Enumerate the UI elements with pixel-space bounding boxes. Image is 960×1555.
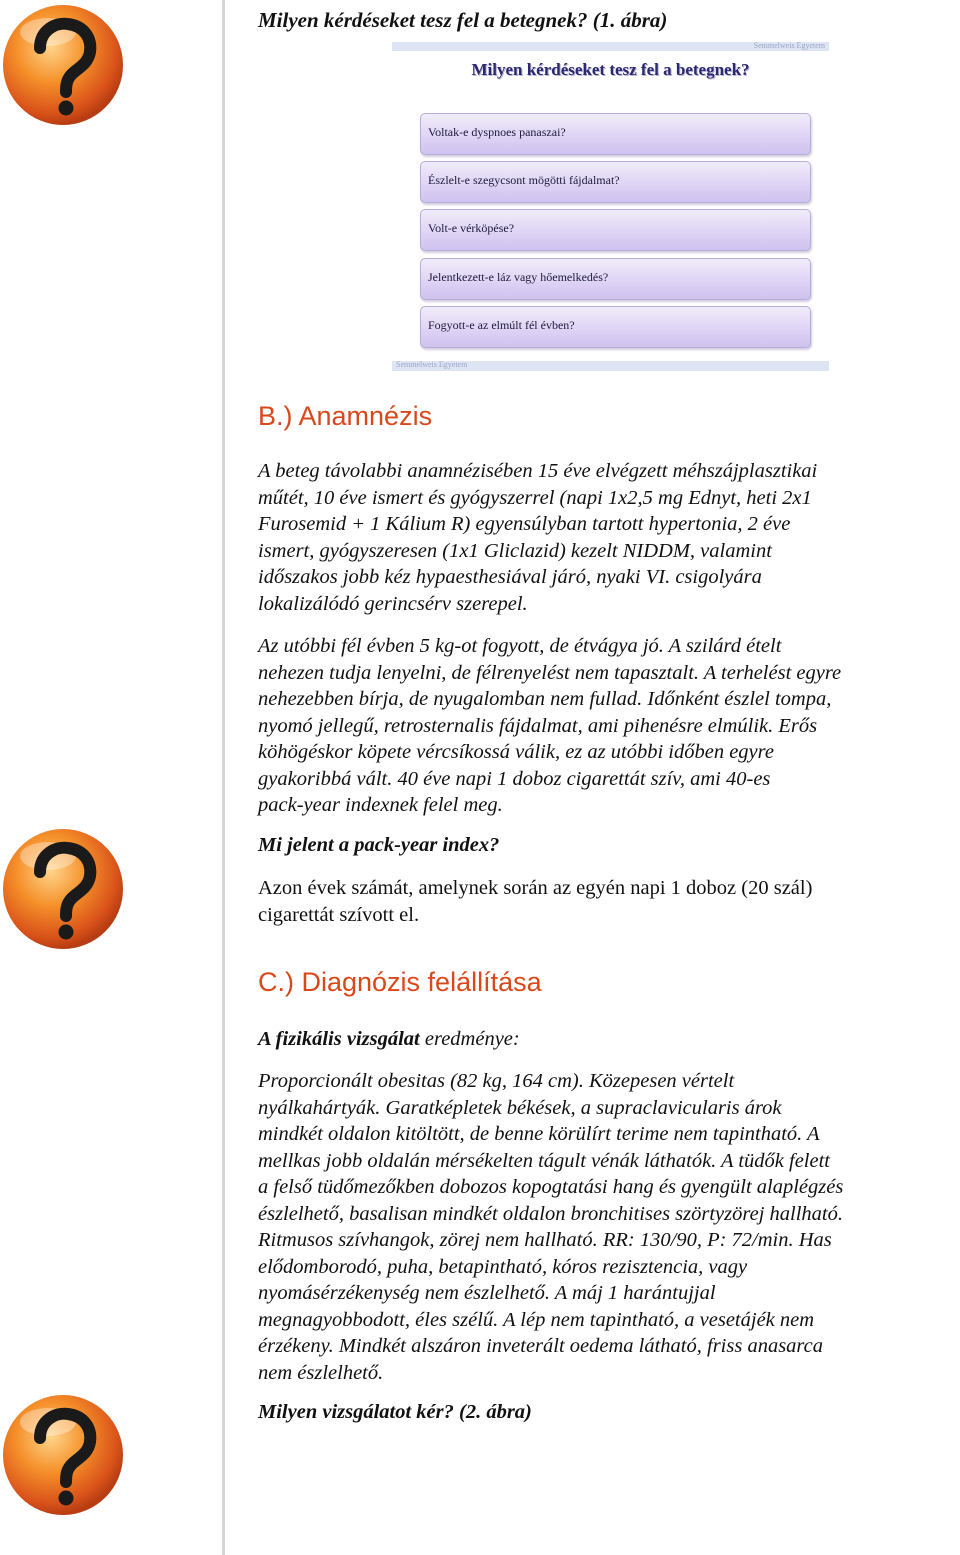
question-mark-icon: [0, 826, 126, 952]
question-box: Volt-e vérköpése?: [420, 209, 811, 251]
question-1-line: Milyen kérdéseket tesz fel a betegnek? (1. ábra): [258, 8, 668, 32]
question-2-line: Milyen vizsgálatot kér? (2. ábra): [258, 1401, 532, 1423]
figure-footer-bar: [392, 361, 829, 371]
figure-watermark: Semmelweis Egyetem: [396, 360, 468, 369]
figure-title: Milyen kérdéseket tesz fel a betegnek?: [471, 60, 750, 79]
figure-watermark: Semmelweis Egyetem: [753, 41, 825, 50]
question-box: Voltak-e dyspnoes panaszai?: [420, 113, 811, 155]
question-box: Észlelt-e szegycsont mögötti fájdalmat?: [420, 161, 811, 203]
question-mark-icon: [0, 1392, 126, 1518]
anamnesis-paragraph-1: A beteg távolabbi anamnézisében 15 éve elvégzett méhszájplasztikai műtét, 10 éve ismert és gyógyszerrel (napi 1x2,5 mg Ednyt, heti 2x1 Furosemid + 1 Kálium R) egyensúlyban tartott hypertonia, 2 éve ismert, gyógyszeresen (1x1 Gliclazid) kezelt NIDDM, valamint időszakos jobb kéz hypaesthesiával járó, nyaki VI. csigolyára lokalizálódó gerincsérv szerepel.: [258, 460, 818, 615]
pack-year-question: Mi jelent a pack-year index?: [258, 834, 500, 856]
section-c-heading: C.) Diagnózis felállítása: [258, 967, 542, 997]
exam-findings-paragraph: Proporcionált obesitas (82 kg, 164 cm). Közepesen vértelt nyálkahártyák. Garatképletek békések, a supraclavicularis árok mindkét oldalon kitöltött, de benne körülírt terime nem tapintható. A mellkas jobb oldalán mérsékelten tágult vénák láthatók. A tüdők felett a felső tüdőmezőkben dobozos kopogtatási hang és gyengült alaplégzés észlelhető, basalisan mindkét oldalon bronchitises szörtyzörej hallható. Ritmusos szívhangok, zörej nem hallható. RR: 130/90, P: 72/min. Has elődomborodó, puha, betapintható, kóros rezisztencia, vagy nyomásérzékenység nem észlelhető. A máj 1 harántujjal megnagyobbodott, éles szélű. A lép nem tapintható, a vesetájék nem érzékeny. Mindkét alszáron inveterált oedema látható, friss anasarca nem észlelhető.: [258, 1070, 844, 1384]
margin-rule: [222, 0, 225, 1555]
question-mark-icon: [0, 2, 126, 128]
exam-subheading: A fizikális vizsgálat eredménye:: [258, 1028, 520, 1050]
figure-1: [392, 42, 829, 372]
pack-year-answer: Azon évek számát, amelynek során az egyén napi 1 doboz (20 szál) cigarettát szívott el.: [258, 877, 813, 926]
figure-header-bar: [392, 42, 829, 51]
question-box: Jelentkezett-e láz vagy hőemelkedés?: [420, 258, 811, 300]
anamnesis-paragraph-2: Az utóbbi fél évben 5 kg-ot fogyott, de étvágya jó. A szilárd ételt nehezen tudja lenyelni, de félrenyelést nem tapasztalt. A terhelést egyre nehezebben bírja, de nyugalomban nem fullad. Időnként észlel tompa, nyomó jellegű, retrosternalis fájdalmat, ami pihenésre elmúlik. Erős köhögéskor köpete vércsíkossá válik, ez az utóbbi időben egyre gyakoribbá vált. 40 éve napi 1 doboz cigarettát szív, ami 40-es pack-year indexnek felel meg.: [258, 635, 842, 816]
question-box: Fogyott-e az elmúlt fél évben?: [420, 306, 811, 348]
section-b-heading: B.) Anamnézis: [258, 401, 433, 431]
